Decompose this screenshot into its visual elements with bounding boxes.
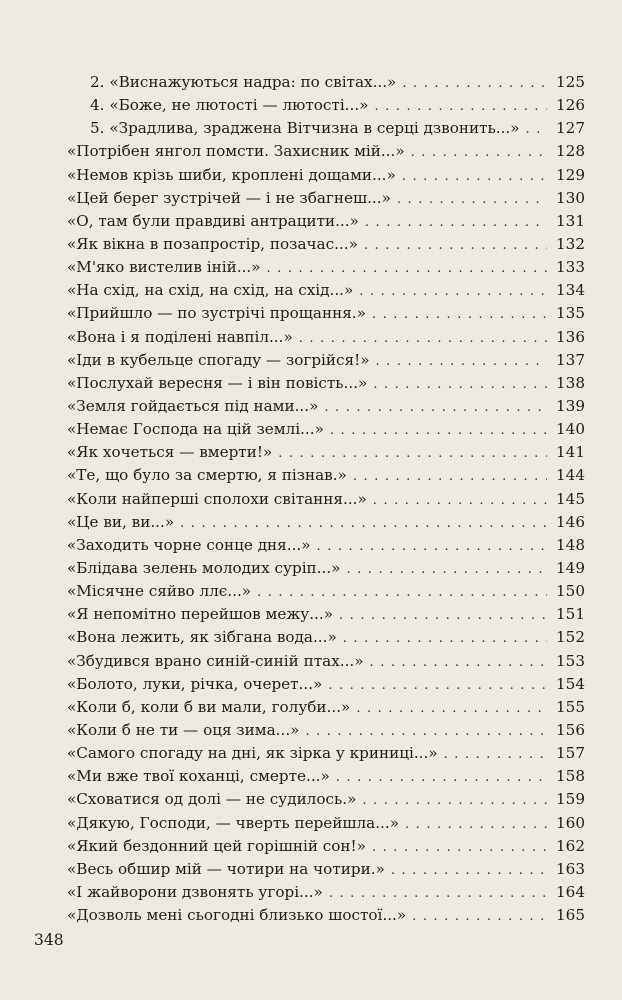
- dot-leader: [376, 350, 547, 373]
- dot-leader: [397, 188, 547, 211]
- toc-entry-title: «Іди в кубельце спогаду — зогрійся!»: [67, 350, 370, 369]
- toc-entry-title: «Це ви, ви...»: [67, 512, 175, 531]
- toc-entry: [67, 742, 585, 765]
- dot-leader: [405, 813, 547, 836]
- toc-entry-page: 155: [556, 697, 585, 716]
- dot-leader: [411, 141, 547, 164]
- toc-entry-title: «Немає Господа на цій землі...»: [67, 420, 324, 439]
- dot-leader: [444, 743, 547, 766]
- toc-entry-page: 157: [556, 744, 585, 763]
- toc-entry-title: «Потрібен янгол помсти. Захисник мій...»: [67, 142, 405, 161]
- toc-entry: [67, 904, 585, 927]
- dot-leader: [362, 789, 547, 812]
- dot-leader: [346, 558, 547, 581]
- toc-entry-title: «О, там були правдиві антрацити...»: [67, 211, 359, 230]
- toc-entry-title: «Прийшло — по зустрічі прощання.»: [67, 304, 366, 323]
- toc-entry: [67, 673, 585, 696]
- table-of-contents: [67, 71, 585, 927]
- toc-entry-title: 4. «Боже, не лютості — лютості...»: [90, 96, 369, 115]
- toc-entry: [67, 441, 585, 464]
- toc-entry-page: 135: [556, 304, 585, 323]
- toc-entry: [67, 603, 585, 626]
- toc-entry: [67, 488, 585, 511]
- toc-entry-title: «І жайворони дзвонять угорі...»: [67, 882, 323, 901]
- toc-entry-page: 149: [556, 558, 585, 577]
- toc-entry-page: 134: [556, 281, 585, 300]
- toc-entry: [67, 94, 585, 117]
- dot-leader: [372, 303, 547, 326]
- dot-leader: [370, 651, 547, 674]
- toc-entry: [67, 302, 585, 325]
- toc-entry-page: 150: [556, 582, 585, 601]
- toc-entry-title: «Вона лежить, як зібгана вода...»: [67, 628, 337, 647]
- toc-entry-page: 131: [556, 211, 585, 230]
- toc-entry: [67, 71, 585, 94]
- toc-entry-page: 137: [556, 350, 585, 369]
- toc-entry-page: 139: [556, 396, 585, 415]
- dot-leader: [364, 234, 547, 257]
- toc-entry-page: 144: [556, 466, 585, 485]
- toc-entry-title: «Блідава зелень молодих суріп...»: [67, 558, 341, 577]
- toc-entry-page: 151: [556, 605, 585, 624]
- toc-entry: [67, 626, 585, 649]
- dot-leader: [336, 766, 547, 789]
- toc-entry-page: 162: [556, 836, 585, 855]
- dot-leader: [339, 604, 547, 627]
- toc-entry-title: «Який бездонний цей горішній сон!»: [67, 836, 366, 855]
- dot-leader: [372, 836, 547, 859]
- toc-entry: [67, 117, 585, 140]
- toc-entry-title: «Болото, луки, річка, очерет...»: [67, 674, 323, 693]
- toc-entry: [67, 279, 585, 302]
- dot-leader: [402, 165, 547, 188]
- toc-entry: [67, 812, 585, 835]
- toc-entry-title: «Коли б, коли б ви мали, голуби...»: [67, 697, 351, 716]
- toc-entry-title: «Ми вже твої коханці, смерте...»: [67, 767, 330, 786]
- dot-leader: [343, 627, 547, 650]
- dot-leader: [180, 512, 547, 535]
- dot-leader: [324, 396, 547, 419]
- toc-entry-title: «Місячне сяйво ллє...»: [67, 582, 252, 601]
- dot-leader: [412, 905, 547, 928]
- toc-entry-page: 148: [556, 535, 585, 554]
- toc-entry-title: «Цей берег зустрічей — і не збагнеш...»: [67, 188, 391, 207]
- dot-leader: [526, 118, 547, 141]
- toc-entry-title: «Сховатися од долі — не судилось.»: [67, 790, 357, 809]
- toc-entry: [67, 881, 585, 904]
- toc-entry-page: 129: [556, 165, 585, 184]
- dot-leader: [329, 882, 547, 905]
- toc-entry: [67, 511, 585, 534]
- toc-entry: [67, 233, 585, 256]
- toc-entry-page: 160: [556, 813, 585, 832]
- toc-entry-title: «Коли найперші сполохи світання...»: [67, 489, 367, 508]
- toc-entry-title: 2. «Виснажуються надра: по світах...»: [90, 73, 397, 91]
- toc-entry-title: «Дозволь мені сьогодні близько шостої...»: [67, 906, 407, 925]
- toc-entry-page: 128: [556, 142, 585, 161]
- dot-leader: [317, 535, 547, 558]
- toc-entry-title: «Як хочеться — вмерти!»: [67, 443, 273, 462]
- toc-entry-title: «Те, що було за смертю, я пізнав.»: [67, 466, 347, 485]
- toc-entry-page: 136: [556, 327, 585, 346]
- toc-entry-title: «Немов крізь шиби, кроплені дощами...»: [67, 165, 396, 184]
- toc-entry-page: 165: [556, 906, 585, 925]
- dot-leader: [359, 280, 547, 303]
- toc-entry: [67, 464, 585, 487]
- toc-entry: [67, 140, 585, 163]
- toc-entry: [67, 164, 585, 187]
- dot-leader: [373, 489, 547, 512]
- toc-entry-page: 138: [556, 373, 585, 392]
- toc-entry: [67, 788, 585, 811]
- dot-leader: [299, 327, 547, 350]
- toc-entry-page: 145: [556, 489, 585, 508]
- toc-entry: [67, 580, 585, 603]
- toc-entry: [67, 349, 585, 372]
- toc-entry-page: 133: [556, 258, 585, 277]
- toc-entry: [67, 719, 585, 742]
- toc-entry: [67, 326, 585, 349]
- dot-leader: [402, 72, 547, 95]
- dot-leader: [373, 373, 547, 396]
- page-number: 348: [34, 931, 64, 949]
- toc-entry-page: 141: [556, 443, 585, 462]
- dot-leader: [330, 419, 547, 442]
- toc-entry-page: 159: [556, 790, 585, 809]
- toc-entry-page: 140: [556, 420, 585, 439]
- toc-entry-page: 164: [556, 882, 585, 901]
- dot-leader: [365, 211, 547, 234]
- toc-entry: [67, 696, 585, 719]
- toc-entry-page: 130: [556, 188, 585, 207]
- toc-entry-title: «Заходить чорне сонце дня...»: [67, 535, 311, 554]
- toc-entry-page: 132: [556, 234, 585, 253]
- dot-leader: [328, 674, 547, 697]
- toc-entry: [67, 418, 585, 441]
- toc-entry-page: 156: [556, 720, 585, 739]
- toc-entry-title: «Весь обшир мій — чотири на чотири.»: [67, 859, 385, 878]
- toc-entry-title: «Самого спогаду на дні, як зірка у криниці...»: [67, 744, 438, 763]
- toc-entry: [67, 210, 585, 233]
- dot-leader: [353, 465, 547, 488]
- toc-entry-title: «М'яко вистелив іній...»: [67, 258, 261, 277]
- dot-leader: [278, 442, 547, 465]
- toc-entry-page: 158: [556, 767, 585, 786]
- toc-entry: [67, 835, 585, 858]
- toc-entry-title: «Земля гойдається під нами...»: [67, 396, 319, 415]
- dot-leader: [391, 859, 547, 882]
- dot-leader: [267, 257, 547, 280]
- toc-entry: [67, 372, 585, 395]
- toc-entry-title: «Збудився врано синій-синій птах...»: [67, 651, 364, 670]
- toc-entry-page: 126: [556, 96, 585, 115]
- toc-entry-title: «Послухай вересня — і він повість...»: [67, 373, 368, 392]
- toc-entry-page: 153: [556, 651, 585, 670]
- toc-entry-title: «Коли б не ти — оця зима...»: [67, 720, 300, 739]
- toc-entry-page: 163: [556, 859, 585, 878]
- toc-entry: [67, 395, 585, 418]
- dot-leader: [305, 720, 547, 743]
- toc-entry-title: «Дякую, Господи, — чверть перейшла...»: [67, 813, 399, 832]
- toc-entry-page: 146: [556, 512, 585, 531]
- dot-leader: [356, 697, 547, 720]
- toc-entry-title: «На схід, на схід, на схід, на схід...»: [67, 281, 354, 300]
- toc-entry: [67, 187, 585, 210]
- dot-leader: [374, 95, 547, 118]
- toc-entry: [67, 765, 585, 788]
- dot-leader: [257, 581, 547, 604]
- toc-entry: [67, 650, 585, 673]
- toc-entry-title: «Як вікна в позапростір, позачас...»: [67, 234, 358, 253]
- toc-entry: [67, 256, 585, 279]
- toc-entry-title: «Я непомітно перейшов межу...»: [67, 605, 333, 624]
- toc-entry-title: 5. «Зрадлива, зраджена Вітчизна в серці дзвонить...»: [90, 119, 520, 138]
- toc-entry-page: 125: [556, 73, 585, 91]
- toc-entry: [67, 858, 585, 881]
- toc-entry: [67, 557, 585, 580]
- toc-entry-title: «Вона і я поділені навпіл...»: [67, 327, 293, 346]
- toc-entry: [67, 534, 585, 557]
- toc-entry-page: 127: [556, 119, 585, 138]
- toc-entry-page: 154: [556, 674, 585, 693]
- toc-entry-page: 152: [556, 628, 585, 647]
